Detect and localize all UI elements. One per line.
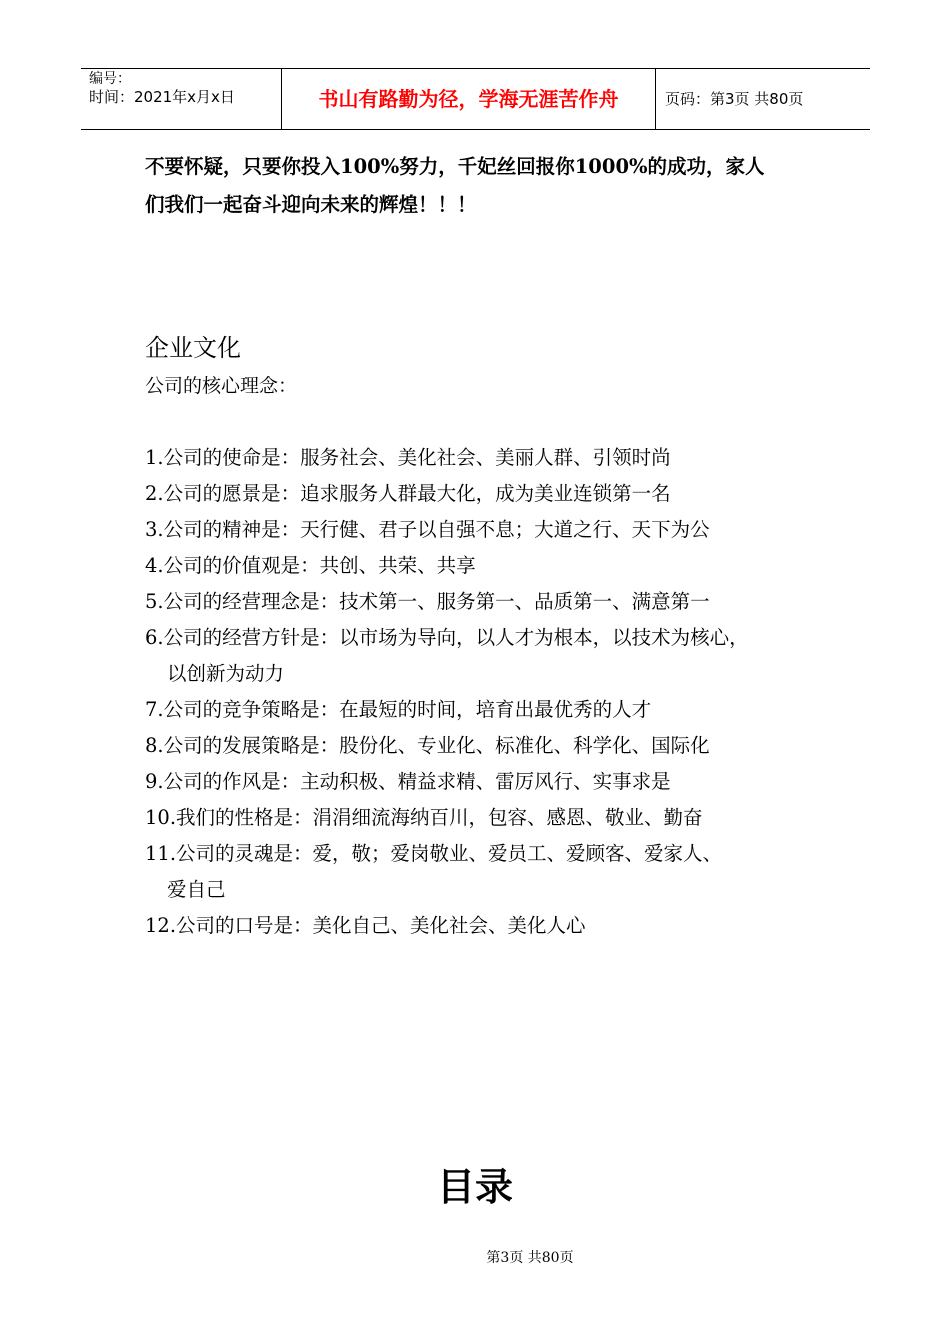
document-date-label: 时间：2021年x月x日 <box>89 88 235 106</box>
document-number-label: 编号： <box>89 71 131 87</box>
section-title: 企业文化 <box>145 334 241 362</box>
list-item: 12.公司的口号是：美化自己、美化社会、美化人心 <box>145 914 586 937</box>
list-item: 10.我们的性格是：涓涓细流海纳百川，包容、感恩、敬业、勤奋 <box>145 806 703 829</box>
page-footer: 第3页 共80页 <box>486 1250 574 1266</box>
list-item: 7.公司的竞争策略是：在最短的时间，培育出最优秀的人才 <box>145 698 652 721</box>
list-item: 11.公司的灵魂是：爱，敬；爱岗敬业、爱员工、爱顾客、爱家人、 <box>145 842 723 865</box>
list-item-continuation: 以创新为动力 <box>167 662 285 685</box>
list-item: 2.公司的愿景是：追求服务人群最大化，成为美业连锁第一名 <box>145 482 671 505</box>
page-header <box>81 68 870 130</box>
list-item: 3.公司的精神是：天行健、君子以自强不息；大道之行、天下为公 <box>145 518 710 541</box>
intro-line: 不要怀疑，只要你投入100%努力，千妃丝回报你1000%的成功，家人 <box>145 155 765 178</box>
header-info-cell <box>81 69 281 129</box>
intro-line: 们我们一起奋斗迎向未来的辉煌！！！ <box>145 193 477 216</box>
section-subtitle: 公司的核心理念： <box>145 375 298 397</box>
list-item: 6.公司的经营方针是：以市场为导向，以人才为根本，以技术为核心， <box>145 626 749 649</box>
core-philosophy-list <box>145 440 825 944</box>
list-item: 8.公司的发展策略是：股份化、专业化、标准化、科学化、国际化 <box>145 734 710 757</box>
header-motto: 书山有路勤为径，学海无涯苦作舟 <box>318 87 619 111</box>
header-page-number: 页码：第3页 共80页 <box>665 90 804 108</box>
list-item-continuation: 爱自己 <box>167 878 226 901</box>
intro-paragraph <box>145 148 825 224</box>
toc-title: 目录 <box>436 1165 513 1209</box>
list-item: 4.公司的价值观是：共创、共荣、共享 <box>145 554 476 577</box>
list-item: 5.公司的经营理念是：技术第一、服务第一、品质第一、满意第一 <box>145 590 710 613</box>
list-item: 9.公司的作风是：主动积极、精益求精、雷厉风行、实事求是 <box>145 770 671 793</box>
header-motto-cell <box>281 69 656 129</box>
header-page-cell <box>655 69 870 129</box>
list-item: 1.公司的使命是：服务社会、美化社会、美丽人群、引领时尚 <box>145 446 671 469</box>
